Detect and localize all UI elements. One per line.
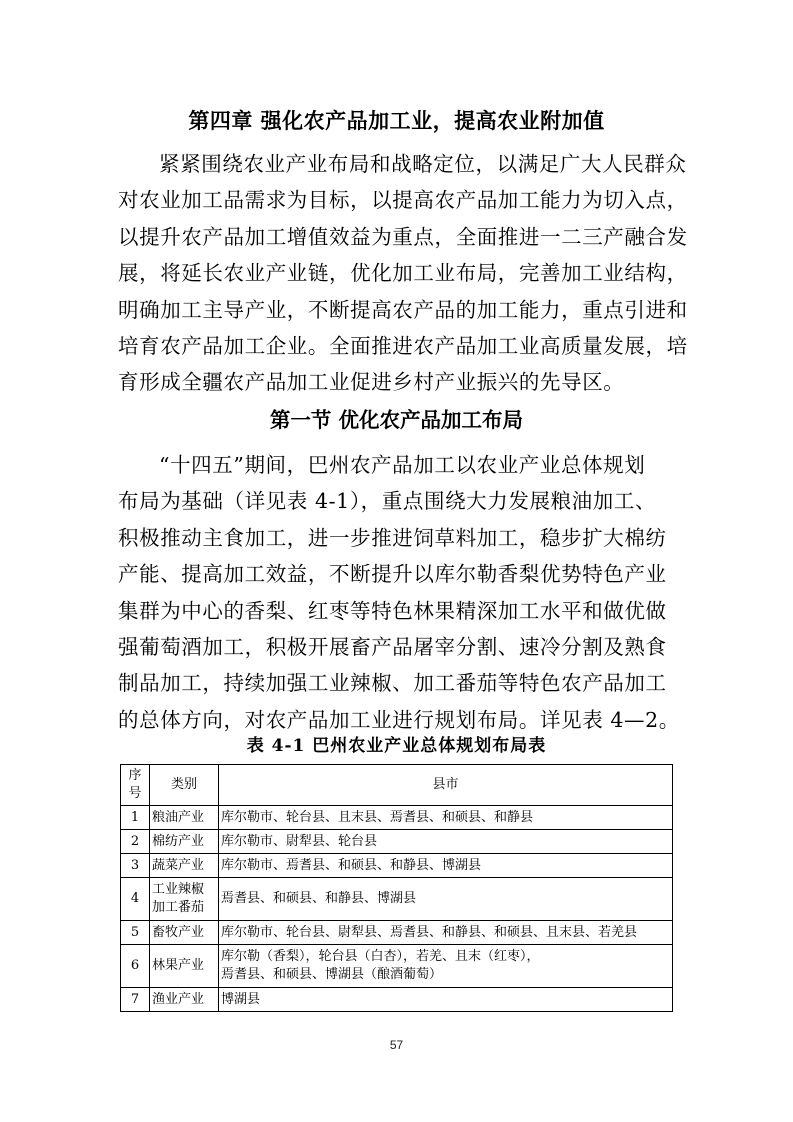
row-counties xyxy=(219,988,673,1012)
chapter-title: 第四章 强化农产品加工业，提高农业附加值 xyxy=(188,109,605,133)
section-paragraph xyxy=(118,447,678,738)
paragraph-line: 强葡萄酒加工，积极开展畜产品屠宰分割、速冷分割及熟食 xyxy=(118,634,667,659)
industry-layout-table xyxy=(120,764,673,1012)
table-row xyxy=(121,945,673,988)
paragraph-line: 明确加工主导产业，不断提高农产品的加工能力，重点引进和 xyxy=(118,297,688,322)
row-counties xyxy=(219,806,673,830)
row-index: 2 xyxy=(121,830,150,854)
table-row xyxy=(121,806,673,830)
category-line: 工业辣椒 xyxy=(152,882,205,897)
row-index: 4 xyxy=(121,878,150,921)
table-row xyxy=(121,854,673,878)
row-category xyxy=(150,878,219,921)
section-title: 第一节 优化农产品加工布局 xyxy=(269,408,524,432)
paragraph-line: 育形成全疆农产品加工业促进乡村产业振兴的先导区。 xyxy=(118,370,625,395)
row-category xyxy=(150,806,219,830)
counties-line: 库尔勒市、轮台县、尉犁县、焉耆县、和静县、和硕县、且末县、若羌县 xyxy=(221,924,638,940)
category-line: 林果产业 xyxy=(152,958,205,973)
row-counties xyxy=(219,878,673,921)
row-index: 7 xyxy=(121,988,150,1012)
row-category xyxy=(150,830,219,854)
paragraph-line: 培育农产品加工企业。全面推进农产品加工业高质量发展，培 xyxy=(118,333,688,358)
table-row xyxy=(121,878,673,921)
counties-line: 焉耆县、和硕县、和静县、博湖县 xyxy=(221,891,417,906)
row-category xyxy=(150,945,219,988)
row-index: 1 xyxy=(121,806,150,830)
row-counties xyxy=(219,945,673,988)
header-counties: 县市 xyxy=(219,765,673,806)
paragraph-line: 紧紧围绕农业产业布局和战略定位，以满足广大人民群众 xyxy=(159,152,687,176)
counties-line: 库尔勒（香梨），轮台县（白杏），若羌、且末（红枣）， xyxy=(221,949,540,964)
row-counties xyxy=(219,830,673,854)
paragraph-line: 的总体方向，对农产品加工业进行规划布局。详见表 4—2。 xyxy=(118,707,680,732)
row-index: 5 xyxy=(121,921,150,945)
table-row xyxy=(121,921,673,945)
row-category xyxy=(150,921,219,945)
paragraph-line: 产能、提高加工效益，不断提升以库尔勒香梨优势特色产业 xyxy=(118,562,667,587)
counties-line: 焉耆县、和硕县、博湖县（酿酒葡萄） xyxy=(221,967,443,982)
counties-line: 库尔勒市、焉耆县、和硕县、和静县、博湖县 xyxy=(221,857,482,873)
table-row xyxy=(121,830,673,854)
category-line: 蔬菜产业 xyxy=(152,857,205,873)
row-counties xyxy=(219,854,673,878)
intro-paragraph xyxy=(118,146,688,401)
category-line: 渔业产业 xyxy=(152,991,205,1007)
counties-line: 库尔勒市、尉犁县、轮台县 xyxy=(221,833,378,849)
paragraph-line: 以提升农产品加工增值效益为重点，全面推进一二三产融合发 xyxy=(118,224,688,249)
paragraph-line: 集群为中心的香梨、红枣等特色林果精深加工水平和做优做 xyxy=(118,598,667,623)
row-category xyxy=(150,854,219,878)
paragraph-line: 积极推动主食加工，进一步推进饲草料加工，稳步扩大棉纺 xyxy=(118,525,667,550)
paragraph-line: 对农业加工品需求为目标，以提高农产品加工能力为切入点， xyxy=(118,188,688,213)
page-number: 57 xyxy=(389,1038,404,1052)
category-line: 加工番茄 xyxy=(152,900,205,915)
paragraph-line: 展，将延长农业产业链，优化加工业布局，完善加工业结构， xyxy=(118,261,688,286)
table-row xyxy=(121,988,673,1012)
counties-line: 库尔勒市、轮台县、且末县、焉耆县、和硕县、和静县 xyxy=(221,809,534,825)
counties-line: 博湖县 xyxy=(221,991,261,1007)
paragraph-line: 制品加工，持续加强工业辣椒、加工番茄等特色农产品加工 xyxy=(118,671,667,696)
category-line: 粮油产业 xyxy=(152,809,205,825)
row-index: 3 xyxy=(121,854,150,878)
header-index: 序号 xyxy=(121,765,150,806)
table-caption: 表 4-1 巴州农业产业总体规划布局表 xyxy=(246,736,547,756)
row-category xyxy=(150,988,219,1012)
row-counties xyxy=(219,921,673,945)
category-line: 畜牧产业 xyxy=(152,924,205,940)
category-line: 棉纺产业 xyxy=(152,833,205,849)
header-category: 类别 xyxy=(150,765,219,806)
paragraph-line: 布局为基础（详见表 4-1），重点围绕大力发展粮油加工、 xyxy=(118,489,657,514)
table-header-row xyxy=(121,765,673,806)
paragraph-line: “十四五”期间，巴州农产品加工以农业产业总体规划 xyxy=(159,453,646,477)
row-index: 6 xyxy=(121,945,150,988)
